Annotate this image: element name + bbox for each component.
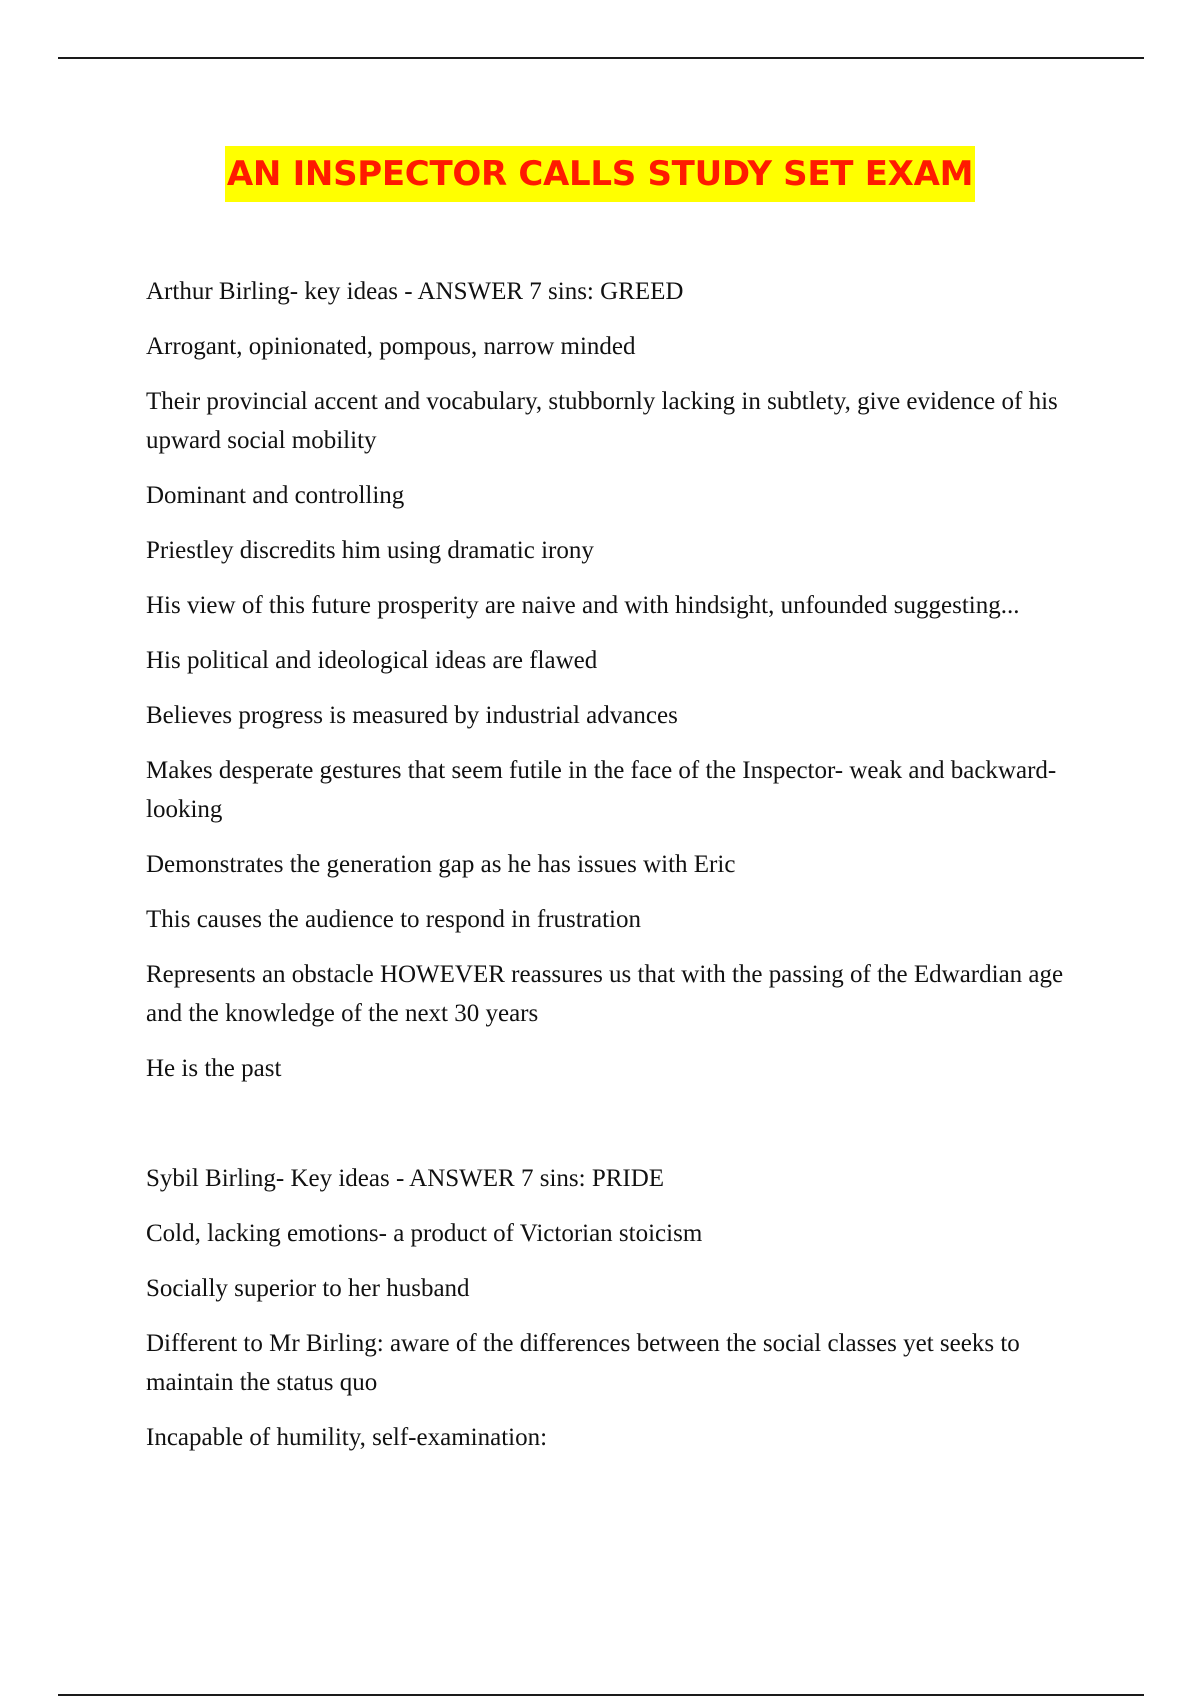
list-item: Their provincial accent and vocabulary, stubbornly lacking in subtlety, give evidence of his upward social mobility — [146, 388, 1058, 454]
page-title: AN INSPECTOR CALLS STUDY SET EXAM — [225, 146, 975, 202]
document-body — [146, 272, 1076, 1473]
list-item: Priestley discredits him using dramatic irony — [146, 537, 594, 564]
list-item: Makes desperate gestures that seem futile in the face of the Inspector- weak and backward-looking — [146, 757, 1057, 823]
list-item: Cold, lacking emotions- a product of Victorian stoicism — [146, 1220, 703, 1247]
list-item: Represents an obstacle HOWEVER reassures us that with the passing of the Edwardian age and the knowledge of the next 30 years — [146, 961, 1064, 1027]
list-item: Different to Mr Birling: aware of the differences between the social classes yet seeks to maintain the status quo — [146, 1330, 1020, 1396]
list-item: Believes progress is measured by industrial advances — [146, 702, 678, 729]
section-heading-arthur-birling: Arthur Birling- key ideas - ANSWER 7 sins: GREED — [146, 278, 684, 305]
list-item: His view of this future prosperity are naive and with hindsight, unfounded suggesting... — [146, 592, 1020, 619]
top-rule — [58, 57, 1144, 59]
section-spacer — [146, 1104, 1076, 1159]
list-item: His political and ideological ideas are flawed — [146, 647, 598, 674]
title-container — [0, 146, 1200, 202]
list-item: Arrogant, opinionated, pompous, narrow minded — [146, 333, 636, 360]
list-item: Socially superior to her husband — [146, 1275, 470, 1302]
bottom-rule — [58, 1694, 1144, 1696]
list-item: Dominant and controlling — [146, 482, 405, 509]
list-item: Demonstrates the generation gap as he has issues with Eric — [146, 851, 736, 878]
list-item: He is the past — [146, 1055, 282, 1082]
list-item: Incapable of humility, self-examination: — [146, 1424, 548, 1451]
list-item: This causes the audience to respond in frustration — [146, 906, 641, 933]
section-heading-sybil-birling: Sybil Birling- Key ideas - ANSWER 7 sins: PRIDE — [146, 1165, 665, 1192]
